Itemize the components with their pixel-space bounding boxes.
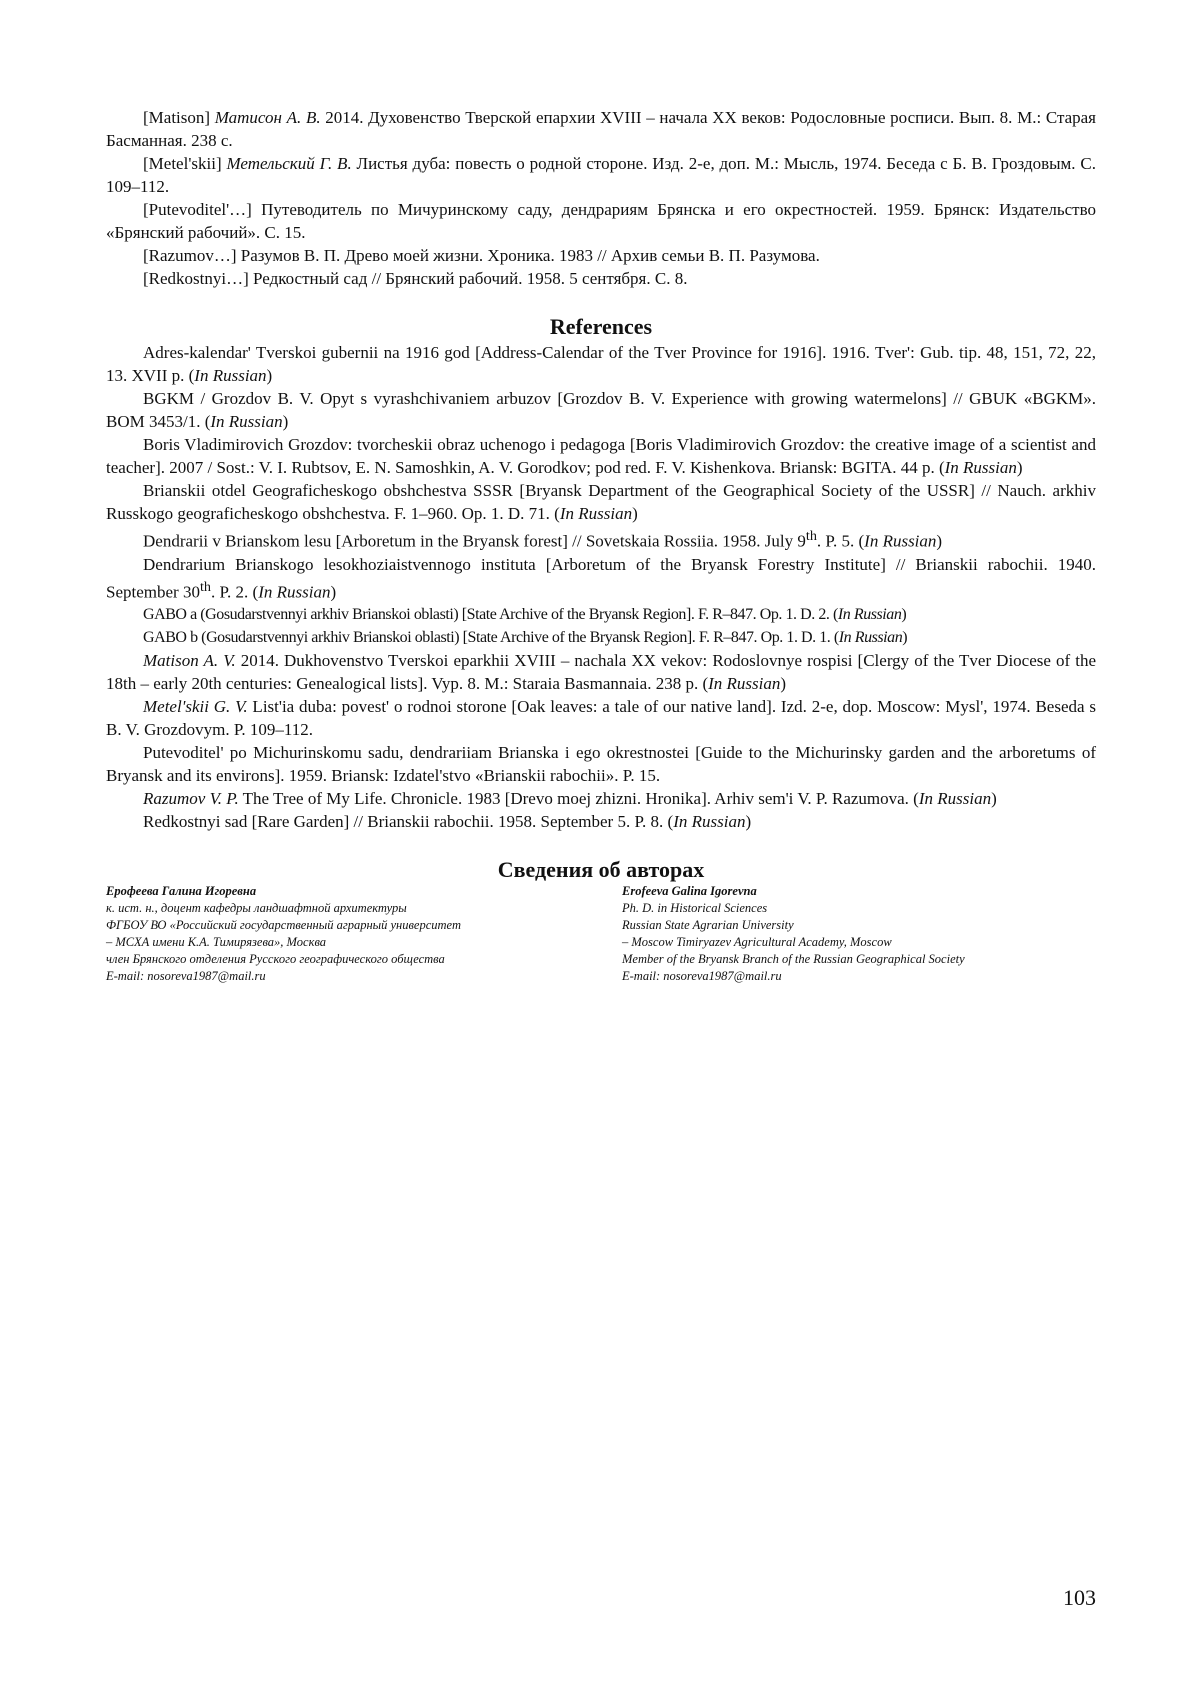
references-heading: References [106, 315, 1096, 339]
author-line: Russian State Agrarian University [622, 917, 1096, 934]
authors-heading: Сведения об авторах [106, 858, 1096, 882]
author-name: Erofeeva Galina Igorevna [622, 883, 1096, 900]
reference: GABO a (Gosudarstvennyi arkhiv Brianskoi oblasti) [State Archive of the Bryansk Region]. F. R–847. Op. 1. D. 2. (In Russian) [106, 603, 1096, 626]
page [0, 0, 1200, 1694]
russian-reference: [Putevoditel'…] Путеводитель по Мичуринскому саду, дендрариям Брянска и его окрестностей. 1959. Брянск: Издательство «Брянский рабочий». С. 15. [106, 198, 1096, 244]
reference: Matison A. V. 2014. Dukhovenstvo Tverskoi eparkhii XVIII – nachala XX vekov: Rodoslovnye rospisi [Clergy of the Tver Diocese of the 18th – early 20th centuries: Genealogical lists]. Vyp. 8. M.: Staraia Basmannaia. 238 p. (In Russian) [106, 649, 1096, 695]
reference: Metel'skii G. V. List'ia duba: povest' o rodnoi storone [Oak leaves: a tale of our native land]. Izd. 2-e, dop. Moscow: Mysl', 1974. Beseda s B. V. Grozdovym. P. 109–112. [106, 695, 1096, 741]
reference: Dendrarii v Brianskom lesu [Arboretum in the Bryansk forest] // Sovetskaia Rossiia. 1958. July 9th. P. 5. (In Russian) [106, 525, 1096, 553]
reference: Razumov V. P. The Tree of My Life. Chronicle. 1983 [Drevo moej zhizni. Hronika]. Arhiv sem'i V. P. Razumova. (In Russian) [106, 787, 1096, 810]
reference-author: Matison A. V. [143, 651, 236, 670]
page-number: 103 [1063, 1586, 1096, 1610]
reference: Brianskii otdel Geograficheskogo obshchestva SSSR [Bryansk Department of the Geographical Society of the USSR] // Nauch. arkhiv Russkogo geograficheskogo obshchestva. F. 1–960. Op. 1. D. 71. (In Russian) [106, 479, 1096, 525]
reference-author: Метельский Г. В. [226, 154, 351, 173]
author-info [106, 883, 1096, 985]
text-column [106, 106, 1096, 985]
author-line: Ph. D. in Historical Sciences [622, 900, 1096, 917]
russian-reference: [Metel'skii] Метельский Г. В. Листья дуба: повесть о родной стороне. Изд. 2-е, доп. М.: Мысль, 1974. Беседа с Б. В. Гроздовым. С. 109–112. [106, 152, 1096, 198]
author-email: E-mail: nosoreva1987@mail.ru [622, 968, 1096, 985]
reference: Adres-kalendar' Tverskoi gubernii na 1916 god [Address-Calendar of the Tver Province for 1916]. 1916. Tver': Gub. tip. 48, 151, 72, 22, 13. XVII p. (In Russian) [106, 341, 1096, 387]
reference: Putevoditel' po Michurinskomu sadu, dendrariiam Brianska i ego okrestnostei [Guide to the Michurinsky garden and the arboretums of Bryansk and its environs]. 1959. Briansk: Izdatel'stvo «Brianskii rabochii». P. 15. [106, 741, 1096, 787]
author-line: – Moscow Timiryazev Agricultural Academy, Moscow [622, 934, 1096, 951]
reference-author: Metel'skii G. V. [143, 697, 248, 716]
reference: GABO b (Gosudarstvennyi arkhiv Brianskoi oblasti) [State Archive of the Bryansk Region]. F. R–847. Op. 1. D. 1. (In Russian) [106, 626, 1096, 649]
author-line: ФГБОУ ВО «Российский государственный аграрный университет [106, 917, 622, 934]
russian-reference: [Redkostnyi…] Редкостный сад // Брянский рабочий. 1958. 5 сентября. С. 8. [106, 267, 1096, 290]
author-line: член Брянского отделения Русского географического общества [106, 951, 622, 968]
author-line: к. ист. н., доцент кафедры ландшафтной архитектуры [106, 900, 622, 917]
reference-author: Матисон А. В. [215, 108, 321, 127]
russian-reference: [Matison] Матисон А. В. 2014. Духовенство Тверской епархии XVIII – начала XX веков: Родословные росписи. Вып. 8. М.: Старая Басманная. 238 с. [106, 106, 1096, 152]
author-line: Member of the Bryansk Branch of the Russian Geographical Society [622, 951, 1096, 968]
author-info-english [622, 883, 1096, 985]
russian-reference: [Razumov…] Разумов В. П. Древо моей жизни. Хроника. 1983 // Архив семьи В. П. Разумова. [106, 244, 1096, 267]
reference: Boris Vladimirovich Grozdov: tvorcheskii obraz uchenogo i pedagoga [Boris Vladimirovich Grozdov: the creative image of a scientist and teacher]. 2007 / Sost.: V. I. Rubtsov, E. N. Samoshkin, A. V. Gorodkov; pod red. F. V. Kishenkova. Briansk: BGITA. 44 p. (In Russian) [106, 433, 1096, 479]
reference-author: Razumov V. P. [143, 789, 239, 808]
reference: Dendrarium Brianskogo lesokhoziaistvennogo instituta [Arboretum of the Bryansk Forestry Institute] // Brianskii rabochii. 1940. September 30th. P. 2. (In Russian) [106, 553, 1096, 604]
reference: BGKM / Grozdov B. V. Opyt s vyrashchivaniem arbuzov [Grozdov B. V. Experience with growing watermelons] // GBUK «BGKM». BOM 3453/1. (In Russian) [106, 387, 1096, 433]
author-line: – МСХА имени К.А. Тимирязева», Москва [106, 934, 622, 951]
author-name: Ерофеева Галина Игоревна [106, 883, 622, 900]
reference: Redkostnyi sad [Rare Garden] // Brianskii rabochii. 1958. September 5. P. 8. (In Russian) [106, 810, 1096, 833]
author-info-russian [106, 883, 622, 985]
author-email: E-mail: nosoreva1987@mail.ru [106, 968, 622, 985]
